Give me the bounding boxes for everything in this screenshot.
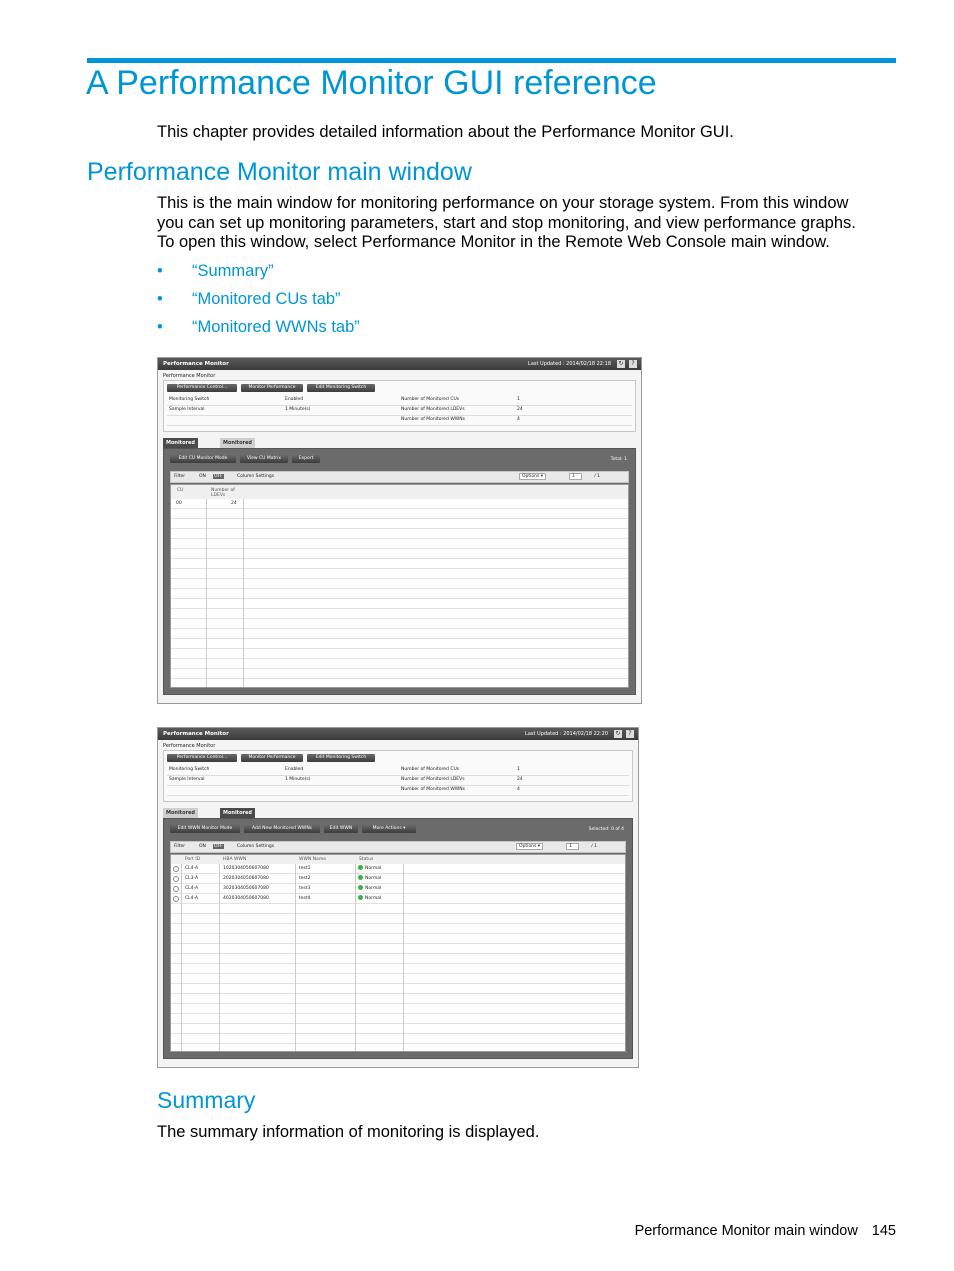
- tab-content: [163, 818, 633, 1059]
- page-number-input[interactable]: 1: [569, 473, 582, 480]
- label: Number of Monitored LDEVs: [401, 407, 465, 412]
- value: 24: [517, 777, 523, 782]
- bullet-dot: •: [157, 290, 163, 308]
- summary-grid: [167, 395, 632, 427]
- value: 24: [517, 407, 523, 412]
- export-button[interactable]: Export: [292, 455, 320, 463]
- tab-monitored-cus[interactable]: Monitored: [163, 438, 198, 448]
- tab-monitored-cus[interactable]: Monitored: [163, 808, 198, 818]
- status-text: Normal: [365, 866, 382, 871]
- last-updated: Last Updated : 2014/02/18 22:20: [525, 731, 608, 737]
- status-normal-icon: [358, 865, 363, 870]
- section-title: Performance Monitor main window: [87, 158, 472, 186]
- section-line-2: you can set up monitoring parameters, start and stop monitoring, and view performance graphs.: [157, 213, 856, 232]
- chapter-intro: This chapter provides detailed information about the Performance Monitor GUI.: [157, 123, 734, 141]
- options-dropdown[interactable]: Options ▾: [519, 473, 546, 480]
- column-divider: [219, 864, 220, 1051]
- cu-table: [170, 484, 629, 688]
- column-settings-button[interactable]: Column Settings: [237, 844, 275, 849]
- bullet-dot: •: [157, 318, 163, 336]
- table-cell-status: [358, 875, 381, 881]
- edit-monitoring-switch-button[interactable]: Edit Monitoring Switch: [307, 754, 375, 762]
- window-title: Performance Monitor: [163, 361, 229, 367]
- chapter-title: A Performance Monitor GUI reference: [86, 64, 657, 102]
- table-cell-name: test2: [299, 876, 311, 881]
- column-divider: [295, 864, 296, 1051]
- column-header-number-of-ldevs[interactable]: Number of LDEVs: [211, 488, 235, 498]
- column-settings-button[interactable]: Column Settings: [237, 474, 275, 479]
- refresh-icon[interactable]: ↻: [615, 730, 621, 737]
- refresh-icon[interactable]: ↻: [618, 360, 624, 367]
- section-line-3: To open this window, select Performance Monitor in the Remote Web Console main window.: [157, 233, 830, 251]
- label: Monitoring Switch: [169, 767, 210, 772]
- value: 1: [517, 767, 520, 772]
- status-text: Normal: [365, 876, 382, 881]
- summary-row: [167, 785, 629, 796]
- label: Number of Monitored WWNs: [401, 787, 465, 792]
- status-normal-icon: [358, 895, 363, 900]
- label: Number of Monitored CUs: [401, 397, 460, 402]
- table-cell-wwn: 1020304050607080: [223, 866, 269, 871]
- screenshot-monitored-wwns: [157, 727, 639, 1068]
- filter-button[interactable]: Filter: [174, 474, 186, 479]
- table-cell-port: CL3-A: [185, 876, 199, 881]
- table-cell-port: CL4-A: [185, 866, 199, 871]
- tab-content: [163, 448, 636, 695]
- row-radio[interactable]: [173, 896, 179, 904]
- summary-grid: [167, 765, 629, 797]
- options-dropdown[interactable]: Options ▾: [516, 843, 543, 850]
- more-actions-button[interactable]: More Actions ▾: [362, 825, 416, 833]
- table-cell-name: test4: [299, 896, 311, 901]
- row-radio[interactable]: [173, 886, 179, 894]
- link-monitored-wwns-tab[interactable]: “Monitored WWNs tab”: [192, 318, 360, 336]
- table-cell-name: test1: [299, 866, 311, 871]
- column-divider: [243, 499, 244, 687]
- total-count: Total: 1: [610, 457, 627, 462]
- chapter-rule: [87, 58, 896, 63]
- filter-toolbar: [170, 471, 629, 483]
- filter-off-button[interactable]: OFF: [214, 474, 223, 479]
- add-new-monitored-wwns-button[interactable]: Add New Monitored WWNs: [244, 825, 320, 833]
- edit-wwn-monitor-mode-button[interactable]: Edit WWN Monitor Mode: [170, 825, 240, 833]
- page-total: / 1: [594, 474, 600, 479]
- row-radio[interactable]: [173, 876, 179, 884]
- row-radio[interactable]: [173, 866, 179, 874]
- value: 1 Minute(s): [285, 407, 311, 412]
- page-number-input[interactable]: 1: [566, 843, 579, 850]
- edit-wwn-button[interactable]: Edit WWN: [324, 825, 358, 833]
- filter-on-button[interactable]: ON: [199, 474, 206, 479]
- summary-panel: [163, 380, 636, 432]
- label: Sample Interval: [169, 407, 205, 412]
- value: Enabled: [285, 397, 304, 402]
- status-text: Normal: [365, 896, 382, 901]
- page-number: 145: [871, 1223, 896, 1239]
- value: 1: [517, 397, 520, 402]
- filter-off-button[interactable]: OFF: [214, 844, 223, 849]
- table-cell-wwn: 4020304050607080: [223, 896, 269, 901]
- help-icon[interactable]: ?: [626, 730, 634, 738]
- column-header-port-id[interactable]: Port ID: [185, 857, 201, 862]
- window-title: Performance Monitor: [163, 731, 229, 737]
- window-titlebar: [158, 728, 638, 740]
- summary-row: [167, 415, 632, 426]
- last-updated: Last Updated : 2014/02/18 22:18: [528, 361, 611, 367]
- filter-on-button[interactable]: ON: [199, 844, 206, 849]
- column-header-cu[interactable]: CU: [177, 488, 184, 493]
- bullet-dot: •: [157, 262, 163, 280]
- page-footer: [600, 1223, 896, 1239]
- table-cell-status: [358, 895, 381, 901]
- link-summary[interactable]: “Summary”: [192, 262, 274, 280]
- table-body: [171, 499, 628, 687]
- value: 4: [517, 787, 520, 792]
- label: Number of Monitored LDEVs: [401, 777, 465, 782]
- view-cu-matrix-button[interactable]: View CU Matrix: [240, 455, 288, 463]
- column-divider: [206, 499, 207, 687]
- link-monitored-cus-tab[interactable]: “Monitored CUs tab”: [192, 290, 341, 308]
- label: Number of Monitored WWNs: [401, 417, 465, 422]
- screenshot-monitored-cus: [157, 357, 642, 704]
- table-cell-name: test3: [299, 886, 311, 891]
- performance-control-button[interactable]: Performance Control...: [167, 384, 237, 392]
- help-icon[interactable]: ?: [629, 360, 637, 368]
- selected-count: Selected: 0 of 4: [588, 827, 624, 832]
- column-divider: [403, 864, 404, 1051]
- status-text: Normal: [365, 886, 382, 891]
- table-cell-status: [358, 885, 381, 891]
- filter-toolbar: [170, 841, 626, 853]
- status-normal-icon: [358, 885, 363, 890]
- column-header-hba-wwn[interactable]: HBA WWN: [223, 857, 247, 862]
- monitor-performance-button[interactable]: Monitor Performance: [241, 754, 303, 762]
- column-header-status[interactable]: Status: [359, 857, 374, 862]
- breadcrumb: Performance Monitor: [163, 373, 216, 379]
- table-cell-port: CL4-A: [185, 886, 199, 891]
- table-cell-ldevs: 24: [231, 501, 237, 506]
- footer-title: Performance Monitor main window: [634, 1223, 858, 1239]
- summary-panel: [163, 750, 633, 802]
- table-cell-wwn: 3020304050607080: [223, 886, 269, 891]
- edit-cu-monitor-mode-button[interactable]: Edit CU Monitor Mode: [170, 455, 236, 463]
- label: Monitoring Switch: [169, 397, 210, 402]
- column-divider: [181, 864, 182, 1051]
- window-titlebar: [158, 358, 641, 370]
- table-cell-port: CL4-A: [185, 896, 199, 901]
- table-cell-wwn: 2020304050607080: [223, 876, 269, 881]
- edit-monitoring-switch-button[interactable]: Edit Monitoring Switch: [307, 384, 375, 392]
- wwn-table: [170, 854, 626, 1052]
- status-normal-icon: [358, 875, 363, 880]
- performance-control-button[interactable]: Performance Control...: [167, 754, 237, 762]
- tab-monitored-wwns[interactable]: Monitored: [220, 438, 255, 448]
- monitor-performance-button[interactable]: Monitor Performance: [241, 384, 303, 392]
- table-cell-cu: 00: [176, 501, 182, 506]
- label: Sample Interval: [169, 777, 205, 782]
- subsection-text: The summary information of monitoring is displayed.: [157, 1123, 540, 1141]
- table-header: [171, 485, 628, 500]
- value: 4: [517, 417, 520, 422]
- breadcrumb: Performance Monitor: [163, 743, 216, 749]
- tab-monitored-wwns[interactable]: Monitored: [220, 808, 255, 818]
- table-body: [171, 864, 625, 1051]
- filter-button[interactable]: Filter: [174, 844, 186, 849]
- column-divider: [355, 864, 356, 1051]
- subsection-title: Summary: [157, 1087, 256, 1113]
- section-line-1: This is the main window for monitoring performance on your storage system. From this window: [157, 194, 849, 212]
- value: Enabled: [285, 767, 304, 772]
- column-header-wwn-name[interactable]: WWN Name: [299, 857, 326, 862]
- table-cell-status: [358, 865, 381, 871]
- label: Number of Monitored CUs: [401, 767, 460, 772]
- page-total: / 1: [591, 844, 597, 849]
- value: 1 Minute(s): [285, 777, 311, 782]
